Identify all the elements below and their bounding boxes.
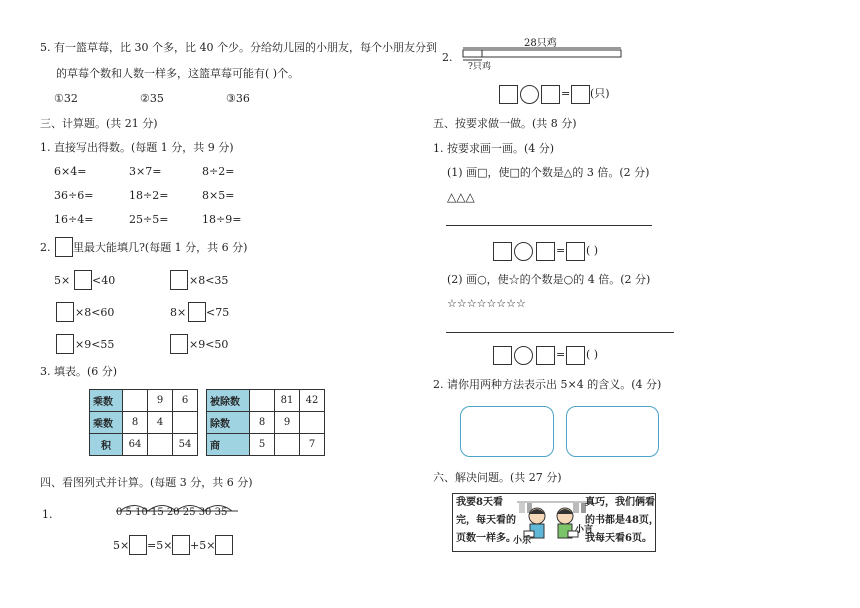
answer-box[interactable] [571, 85, 590, 104]
division-table [206, 389, 325, 456]
answer-box[interactable] [170, 270, 188, 290]
stars: ☆☆☆☆☆☆☆☆ [447, 297, 526, 310]
table-cell: 42 [300, 390, 325, 412]
calc-q2-title: 里最大能填几?(每题 1 分，共 6 分) [73, 241, 248, 254]
draw-q2-title: 2. 请你用两种方法表示出 5×4 的含义。(4 分) [433, 378, 662, 391]
answer-box[interactable] [566, 242, 585, 261]
answer-box[interactable] [56, 302, 74, 322]
equals-sign: = [561, 87, 571, 100]
calc-item: 16÷4= [54, 213, 94, 226]
speech-right-line: 的书都是48页， [585, 515, 659, 526]
ineq-post: ×8<35 [189, 274, 229, 287]
table-header: 除数 [207, 412, 250, 434]
ineq-pre: 8× [170, 306, 187, 319]
name-left: 小乐 [513, 536, 532, 546]
section6-title: 六、解决问题。(共 27 分) [433, 471, 562, 484]
calc-q1-title: 1. 直接写出得数。(每题 1 分，共 9 分) [40, 141, 234, 154]
calc-item: 25÷5= [129, 213, 169, 226]
speech-left-line: 完，每天看的 [456, 515, 516, 526]
answer-box[interactable] [541, 85, 560, 104]
calc-item: 6×4= [54, 165, 87, 178]
unit-paren: ( ) [586, 348, 599, 361]
table-cell: 54 [173, 434, 198, 456]
operator-circle[interactable] [520, 85, 539, 104]
answer-box[interactable] [493, 242, 512, 261]
equals-sign: = [556, 244, 566, 257]
speech-left-line: 页数一样多。 [456, 533, 516, 544]
ineq-post: ×9<50 [189, 338, 229, 351]
name-right: 小言 [575, 525, 594, 535]
reading-cartoon [452, 493, 659, 552]
draw-part1: (1) 画□，使□的个数是△的 3 倍。(2 分) [447, 166, 650, 179]
answer-box[interactable] [56, 334, 74, 354]
table-cell: 6 [173, 390, 198, 412]
ineq-post: <75 [206, 306, 230, 319]
table-cell: 7 [300, 434, 325, 456]
section3-title: 三、计算题。(共 21 分) [40, 117, 158, 130]
table-cell[interactable] [173, 412, 198, 434]
table-header: 商 [207, 434, 250, 456]
q5-option-1: ①32 [54, 92, 78, 105]
triangles: △△△ [447, 190, 475, 204]
answer-box[interactable] [170, 334, 188, 354]
speech-right-line: 真巧，我们俩看 [585, 497, 655, 508]
q5-option-2: ②35 [140, 92, 164, 105]
speech-right-line: 我每天看6页。 [585, 533, 652, 544]
calc-q3-title: 3. 填表。(6 分) [40, 365, 118, 378]
ineq-post: ×9<55 [75, 338, 115, 351]
expr-part: =5× [147, 539, 173, 552]
table-cell[interactable] [123, 390, 148, 412]
answer-box[interactable] [74, 270, 92, 290]
method-box-2[interactable] [566, 406, 659, 457]
answer-box[interactable] [536, 346, 555, 365]
table-header: 乘数 [90, 412, 123, 434]
bar-bottom-label: ?只鸡 [468, 62, 491, 72]
q5-option-3: ③36 [226, 92, 250, 105]
unit-label: (只) [590, 87, 610, 100]
answer-box[interactable] [536, 242, 555, 261]
table-header: 乘数 [90, 390, 123, 412]
table-header: 被除数 [207, 390, 250, 412]
table-cell[interactable] [300, 412, 325, 434]
q5-line1: 5. 有一篮草莓，比 30 个多，比 40 个少。分给幼儿园的小朋友，每个小朋友分到 [40, 41, 437, 54]
draw-part2: (2) 画○，使☆的个数是○的 4 倍。(2 分) [447, 273, 651, 286]
calc-q2-prefix: 2. [40, 241, 51, 254]
multiplication-table [89, 389, 198, 456]
table-cell: 81 [275, 390, 300, 412]
drawing-line[interactable] [446, 225, 652, 226]
table-header: 积 [90, 434, 123, 456]
expr-part: +5× [190, 539, 216, 552]
table-cell: 8 [250, 412, 275, 434]
ineq-post: ×8<60 [75, 306, 115, 319]
number-line-labels: 0 5 10 15 20 25 30 35 [116, 507, 228, 518]
table-cell: 8 [123, 412, 148, 434]
speech-left-line: 我要8天看 [456, 497, 503, 508]
answer-box [55, 237, 73, 257]
bar-top-label: 28只鸡 [524, 38, 557, 49]
calc-item: 18÷2= [129, 189, 169, 202]
ineq-pre: 5× [54, 274, 71, 287]
table-cell[interactable] [275, 434, 300, 456]
table-cell: 9 [148, 390, 173, 412]
section4-title: 四、看图列式并计算。(每题 3 分，共 6 分) [40, 476, 253, 489]
ineq-post: <40 [92, 274, 116, 287]
drawing-line[interactable] [446, 332, 674, 333]
calc-item: 8×5= [202, 189, 235, 202]
answer-box[interactable] [215, 535, 233, 555]
answer-box[interactable] [188, 302, 206, 322]
calc-item: 8÷2= [202, 165, 235, 178]
table-cell: 9 [275, 412, 300, 434]
answer-box[interactable] [566, 346, 585, 365]
answer-box[interactable] [129, 535, 147, 555]
answer-box[interactable] [493, 346, 512, 365]
operator-circle[interactable] [514, 346, 533, 365]
calc-item: 3×7= [129, 165, 162, 178]
table-cell: 5 [250, 434, 275, 456]
q5-line2: 的草莓个数和人数一样多，这篮草莓可能有( )个。 [56, 67, 300, 80]
calc-item: 18÷9= [202, 213, 242, 226]
section5-title: 五、按要求做一做。(共 8 分) [433, 117, 577, 130]
method-box-1[interactable] [460, 406, 554, 457]
expr-part: 5× [113, 539, 130, 552]
equals-sign: = [556, 348, 566, 361]
calc-item: 36÷6= [54, 189, 94, 202]
table-cell[interactable] [148, 434, 173, 456]
sec4-q1-label: 1. [42, 508, 53, 521]
table-cell[interactable] [250, 390, 275, 412]
table-cell: 4 [148, 412, 173, 434]
answer-box[interactable] [172, 535, 190, 555]
operator-circle[interactable] [514, 242, 533, 261]
answer-box[interactable] [499, 85, 518, 104]
draw-q1-title: 1. 按要求画一画。(4 分) [433, 142, 555, 155]
table-cell: 64 [123, 434, 148, 456]
right-q2-label: 2. [442, 51, 453, 64]
unit-paren: ( ) [586, 244, 599, 257]
